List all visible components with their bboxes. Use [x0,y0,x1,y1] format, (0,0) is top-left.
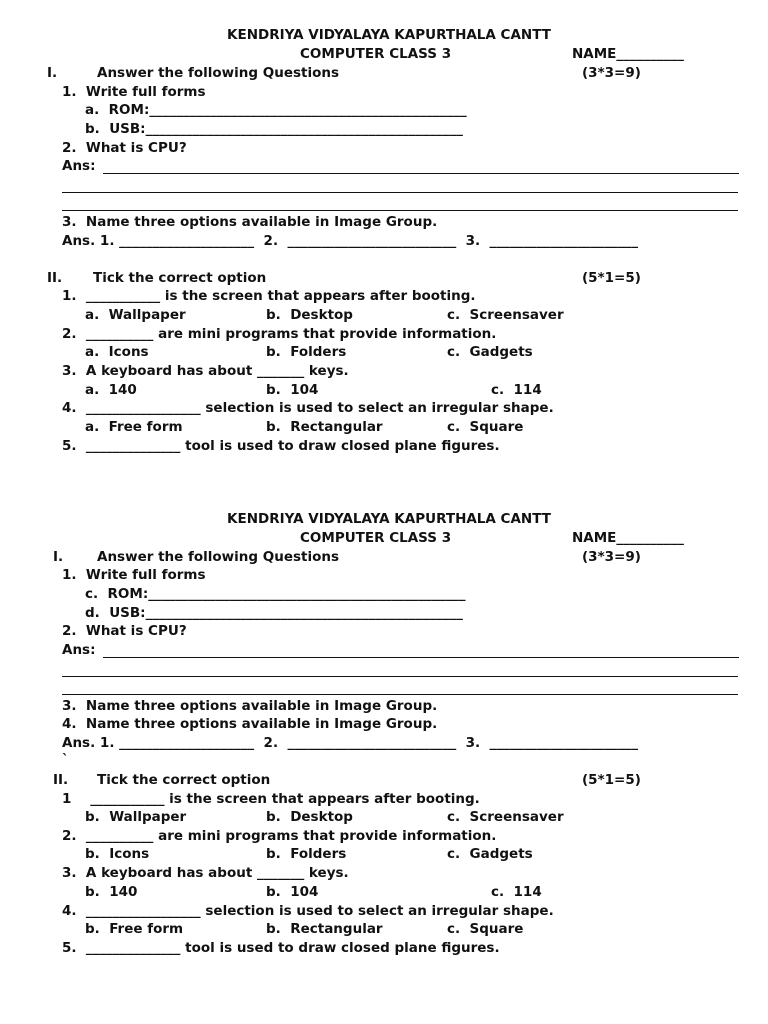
class-line: COMPUTER CLASS 3 [300,46,452,62]
section-marks: (5*1=5) [582,772,641,788]
option-a[interactable]: a. Icons [85,344,149,360]
question-text: 1. Write full forms [62,567,206,583]
answer-blanks[interactable]: Ans. 1. ____________________ 2. _________________________ 3. ______________________ [62,233,639,249]
question-text: 4. _________________ selection is used to select an irregular shape. [62,400,554,416]
option-a[interactable]: b. Free form [85,921,184,937]
answer-label: Ans: [62,158,96,174]
question-text: 3. A keyboard has about _______ keys. [62,363,349,379]
question-text: 3. A keyboard has about _______ keys. [62,865,349,881]
section-numeral: II. [53,772,69,788]
option-c[interactable]: c. Square [447,419,524,435]
option-b[interactable]: b. Desktop [266,307,353,323]
answer-line[interactable] [103,657,739,658]
answer-line[interactable] [103,173,739,174]
section-marks: (3*3=9) [582,549,641,565]
option-c[interactable]: c. Gadgets [447,344,533,360]
answer-blanks[interactable]: Ans. 1. ____________________ 2. _________________________ 3. ______________________ [62,735,639,751]
section-title: Answer the following Questions [97,65,340,81]
school-name: KENDRIYA VIDYALAYA KAPURTHALA CANTT [227,27,551,43]
question-text: 3. Name three options available in Image Group. [62,698,438,714]
option-b[interactable]: b. Rectangular [266,921,383,937]
section-marks: (5*1=5) [582,270,641,286]
option-b[interactable]: b. Desktop [266,809,353,825]
fullform-rom[interactable]: c. ROM:_______________________________________________ [85,586,466,602]
answer-line[interactable] [62,694,738,695]
question-text: 2. What is CPU? [62,623,187,639]
option-b[interactable]: b. Folders [266,846,347,862]
option-c[interactable]: c. Screensaver [447,809,564,825]
section-numeral: II. [47,270,63,286]
question-text: 4. Name three options available in Image Group. [62,716,438,732]
stray-mark: ` [62,752,69,768]
option-c[interactable]: c. 114 [491,382,542,398]
fullform-usb[interactable]: d. USB:_______________________________________________ [85,605,463,621]
fullform-rom[interactable]: a. ROM:_______________________________________________ [85,102,467,118]
option-a[interactable]: a. Wallpaper [85,307,186,323]
answer-label: Ans: [62,642,96,658]
question-text: 1. ___________ is the screen that appears after booting. [62,288,476,304]
section-numeral: I. [47,65,58,81]
option-a[interactable]: b. 140 [85,884,138,900]
name-field[interactable]: NAME__________ [572,530,684,546]
question-text: 1 ___________ is the screen that appears after booting. [62,791,480,807]
option-b[interactable]: b. 104 [266,884,319,900]
option-a[interactable]: a. Free form [85,419,183,435]
option-c[interactable]: c. Square [447,921,524,937]
answer-line[interactable] [62,676,738,677]
option-b[interactable]: b. Folders [266,344,347,360]
name-field[interactable]: NAME__________ [572,46,684,62]
question-text: 2. What is CPU? [62,140,187,156]
question-text: 4. _________________ selection is used to select an irregular shape. [62,903,554,919]
question-text: 5. ______________ tool is used to draw closed plane figures. [62,438,500,454]
option-a[interactable]: b. Icons [85,846,150,862]
option-c[interactable]: c. 114 [491,884,542,900]
section-title: Tick the correct option [97,772,271,788]
option-c[interactable]: c. Gadgets [447,846,533,862]
option-a[interactable]: b. Wallpaper [85,809,187,825]
question-text: 2. __________ are mini programs that provide information. [62,828,497,844]
section-title: Tick the correct option [93,270,267,286]
section-title: Answer the following Questions [97,549,340,565]
class-line: COMPUTER CLASS 3 [300,530,452,546]
option-b[interactable]: b. Rectangular [266,419,383,435]
answer-line[interactable] [62,192,738,193]
option-c[interactable]: c. Screensaver [447,307,564,323]
question-text: 1. Write full forms [62,84,206,100]
option-a[interactable]: a. 140 [85,382,137,398]
question-text: 3. Name three options available in Image Group. [62,214,438,230]
question-text: 5. ______________ tool is used to draw closed plane figures. [62,940,500,956]
section-numeral: I. [53,549,64,565]
question-text: 2. __________ are mini programs that provide information. [62,326,497,342]
answer-line[interactable] [62,210,738,211]
fullform-usb[interactable]: b. USB:_______________________________________________ [85,121,463,137]
option-b[interactable]: b. 104 [266,382,319,398]
school-name: KENDRIYA VIDYALAYA KAPURTHALA CANTT [227,511,551,527]
section-marks: (3*3=9) [582,65,641,81]
